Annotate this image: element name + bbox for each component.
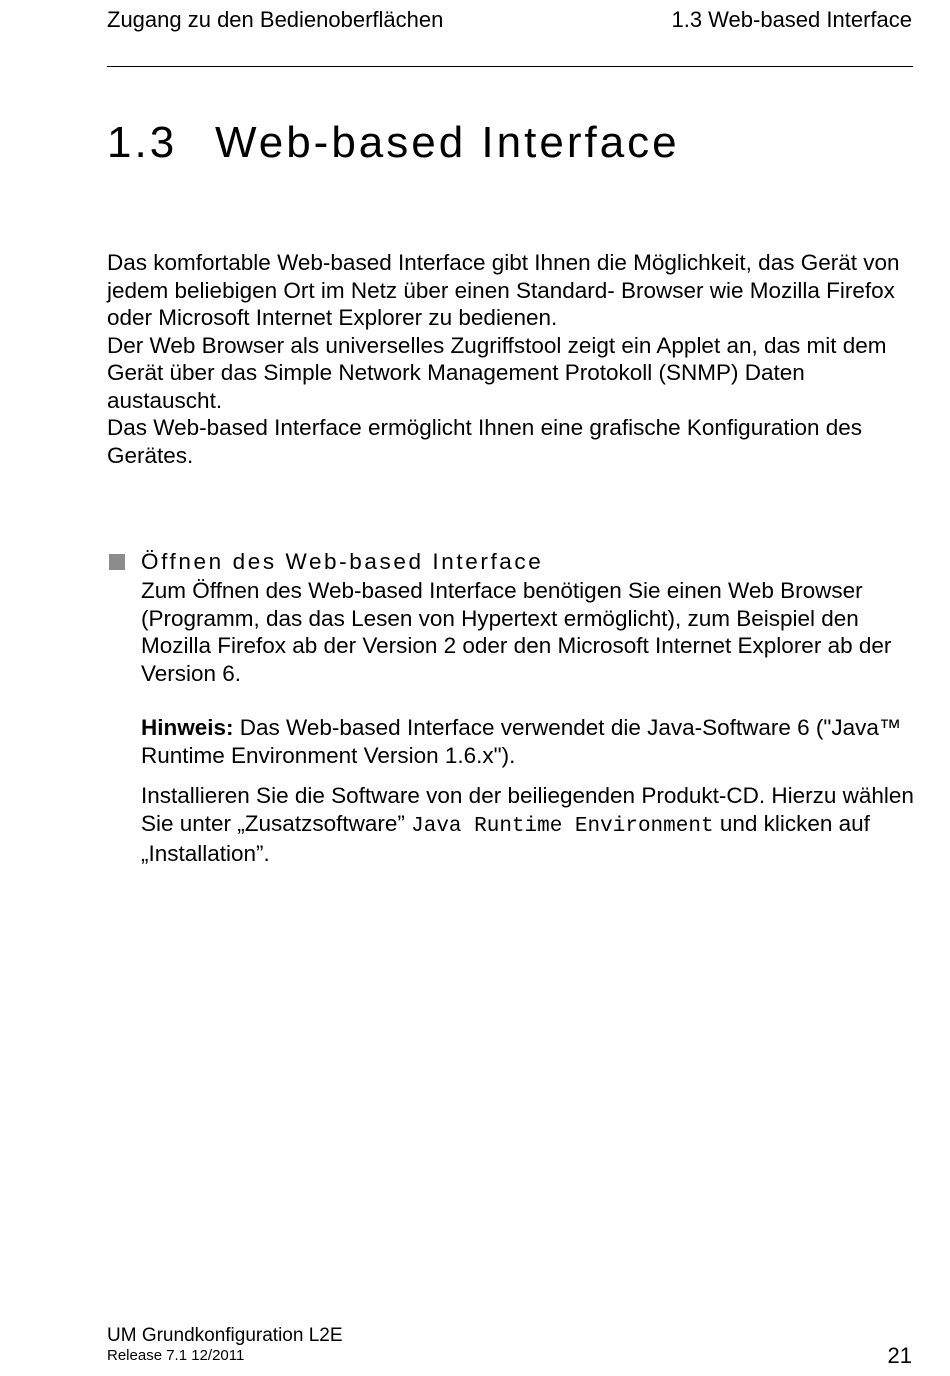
section-heading	[107, 118, 680, 168]
footer-release-info: Release 7.1 12/2011	[107, 1347, 245, 1364]
software-name-code: Java Runtime Environment	[411, 814, 714, 838]
footer-document-title: UM Grundkonfiguration L2E	[107, 1325, 343, 1346]
section-number: 1.3	[107, 118, 178, 167]
header-divider	[107, 66, 913, 67]
running-header-chapter: Zugang zu den Bedienoberflächen	[107, 7, 444, 32]
note-text: Das Web-based Interface verwendet die Java-Software 6 ("Java™ Runtime Environment Version 1.6.x").	[141, 715, 902, 768]
intro-paragraph: Das Web-based Interface ermöglicht Ihnen eine grafische Konfiguration des Gerätes.	[107, 415, 863, 468]
install-instruction	[141, 782, 921, 868]
intro-text	[107, 249, 919, 469]
intro-paragraph: Der Web Browser als universelles Zugriffstool zeigt ein Applet an, das mit dem Gerät über das Simple Network Management Protokoll (SNMP) Daten austauscht.	[107, 332, 887, 413]
section-title-text: Web-based Interface	[215, 118, 680, 167]
running-header-section: 1.3 Web-based Interface	[671, 7, 912, 32]
note-paragraph	[141, 714, 921, 769]
install-text-after: und klicken auf „Installation”.	[141, 810, 870, 866]
subsection-title: Öffnen des Web-based Interface	[141, 549, 544, 574]
note-label: Hinweis:	[141, 715, 234, 740]
body-paragraph: Zum Öffnen des Web-based Interface benötigen Sie einen Web Browser (Programm, das das Lesen von Hypertext ermöglicht), zum Beispiel den Mozilla Firefox ab der Version 2 oder den Microsoft Internet Explorer ab der Version 6.	[141, 578, 892, 686]
install-text-before: Installieren Sie die Software von der beiliegenden Produkt-CD. Hierzu wählen Sie unter „Zusatzsoftware”	[141, 783, 914, 836]
square-bullet-icon	[109, 554, 125, 570]
page-number: 21	[887, 1343, 912, 1368]
intro-paragraph: Das komfortable Web-based Interface gibt Ihnen die Möglichkeit, das Gerät von jedem beliebigen Ort im Netz über einen Standard- Browser wie Mozilla Firefox oder Microsoft Internet Explorer zu bedienen.	[107, 250, 900, 330]
subsection-body	[141, 577, 921, 868]
